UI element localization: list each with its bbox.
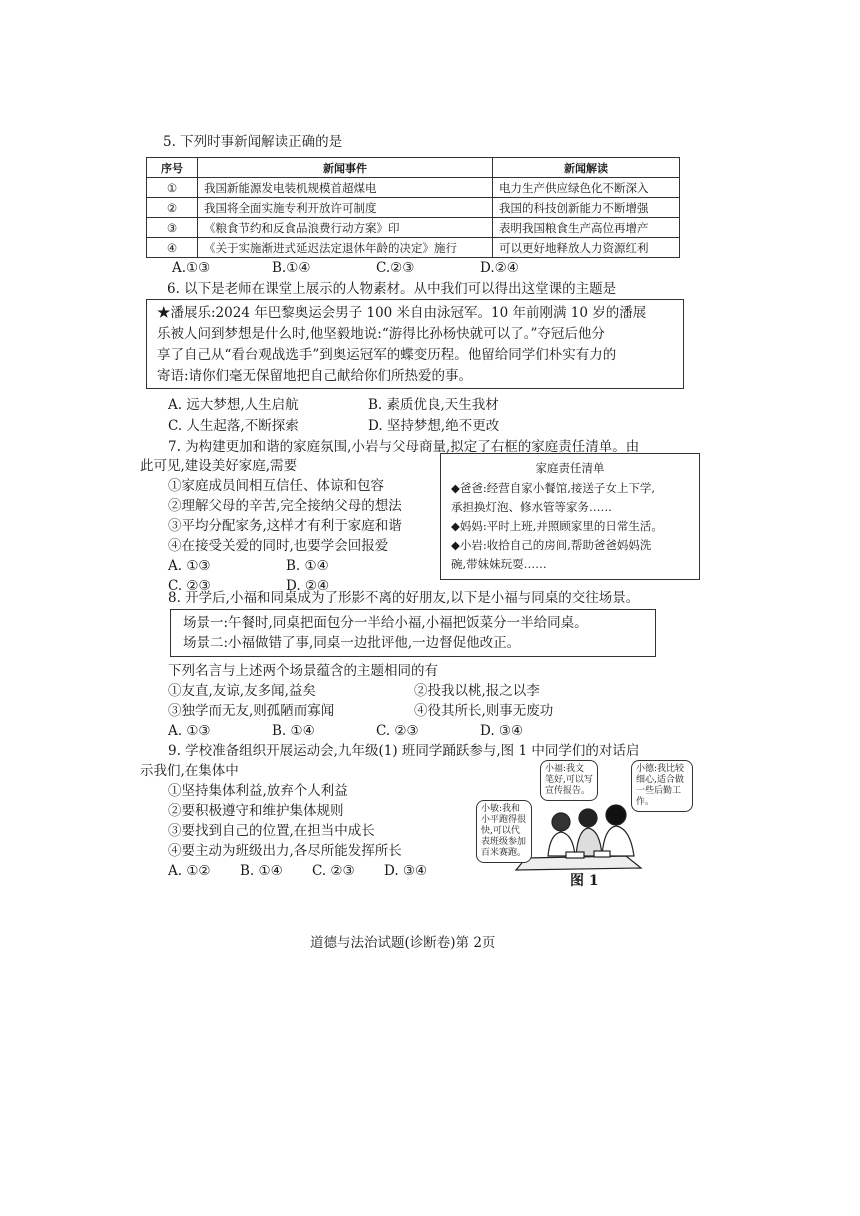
figure-1 [476,760,691,875]
q7-stem-line1: 7. 为构建更加和谐的家庭氛围,小岩与父母商量,拟定了右框的家庭责任清单。由 [168,439,640,455]
material-line: 寄语:请你们毫无保留地把自己献给你们所热爱的事。 [157,368,473,384]
q9-options [168,861,427,881]
row-no: ② [147,198,198,218]
scene-line: 场景一:午餐时,同桌把面包分一半给小福,小福把饭菜分一半给同桌。 [183,615,588,631]
option-c[interactable]: C. 人生起落,不断探索 [168,418,299,434]
option-b[interactable]: B. ①④ [272,723,315,739]
q9-stem-line1: 9. 学校准备组织开展运动会,九年级(1) 班同学踊跃参与,图 1 中同学们的对话启 [168,743,640,759]
q7-item: ①家庭成员间相互信任、体谅和包容 [168,478,384,494]
q8-item: ④役其所长,则事无废功 [414,703,554,719]
option-a[interactable]: A. ①③ [168,558,211,574]
q8-item: ①友直,友谅,友多闻,益矣 [168,683,316,699]
q9-item: ③要找到自己的位置,在担当中成长 [168,823,375,839]
option-b[interactable]: B. ①④ [286,558,329,574]
q7-stem-line2: 此可见,建设美好家庭,需要 [140,458,298,474]
row-no: ③ [147,218,198,238]
row-interp: 表明我国粮食生产高位再增产 [493,218,680,238]
q9-item: ①坚持集体利益,放弃个人利益 [168,783,348,799]
family-list-line: 承担换灯泡、修水管等家务…… [451,500,612,514]
material-line: 享了自己从“看台观战选手”到奥运冠军的蝶变历程。他留给同学们朴实有力的 [157,347,617,363]
row-no: ④ [147,238,198,258]
q9-item: ④要主动为班级出力,各尽所能发挥所长 [168,843,402,859]
option-c[interactable]: C. ②③ [312,863,355,879]
family-list-line: ◆妈妈:平时上班,并照顾家里的日常生活。 [451,519,663,533]
option-a[interactable]: A. ①② [168,863,211,879]
row-interp: 电力生产供应绿色化不断深入 [493,178,680,198]
row-event: 我国新能源发电装机规模首超煤电 [198,178,493,198]
scene-line: 场景二:小福做错了事,同桌一边批评他,一边督促他改正。 [183,635,521,651]
family-list-line: ◆小岩:收拾自己的房间,帮助爸爸妈妈洗 [451,538,652,552]
option-b[interactable]: B. ①④ [240,863,283,879]
col-header-no: 序号 [147,158,198,178]
bubble-xiaomin: 小敏:我和小平跑得很快,可以代表班级参加百米赛跑。 [476,800,532,863]
q7-item: ③平均分配家务,这样才有利于家庭和谐 [168,518,402,534]
material-line: 乐被人问到梦想是什么时,他坚毅地说:“游得比孙杨快就可以了。”夺冠后他分 [157,326,605,342]
figure-caption: 图 1 [570,873,599,889]
table-header-row [147,158,680,178]
row-event: 我国将全面实施专利开放许可制度 [198,198,493,218]
table-row [147,198,680,218]
row-interp: 可以更好地释放人力资源红利 [493,238,680,258]
col-header-event: 新闻事件 [198,158,493,178]
q8-item: ②投我以桃,报之以李 [414,683,540,699]
family-list-line: 碗,带妹妹玩耍…… [451,557,547,571]
option-c[interactable]: C.②③ [376,260,415,276]
page-footer: 道德与法治试题(诊断卷)第 2页 [310,935,496,951]
row-event: 《粮食节约和反食品浪费行动方案》印 [198,218,493,238]
news-table [146,157,680,258]
option-c[interactable]: C. ②③ [376,723,419,739]
table-row [147,178,680,198]
option-a[interactable]: A.①③ [172,260,211,276]
q9-item: ②要积极遵守和维护集体规则 [168,803,344,819]
family-list-title: 家庭责任清单 [535,461,605,475]
bubble-xiaode: 小德:我比较细心,适合做一些后勤工作。 [631,760,693,812]
option-a[interactable]: A. ①③ [168,723,211,739]
q8-options [168,721,523,741]
q7-item: ②理解父母的辛苦,完全接纳父母的想法 [168,498,402,514]
q8-stem: 8. 开学后,小福和同桌成为了形影不离的好朋友,以下是小福与同桌的交往场景。 [168,590,640,606]
q5-options [172,258,519,278]
q8-scene-box [170,609,656,657]
row-no: ① [147,178,198,198]
row-interp: 我国的科技创新能力不断增强 [493,198,680,218]
option-d[interactable]: D. ③④ [384,863,428,879]
option-d[interactable]: D. ③④ [480,723,524,739]
row-event: 《关于实施渐进式延迟法定退休年龄的决定》施行 [198,238,493,258]
q6-stem: 6. 以下是老师在课堂上展示的人物素材。从中我们可以得出这堂课的主题是 [167,281,617,297]
option-b[interactable]: B. 素质优良,天生我材 [368,397,499,413]
q8-item: ③独学而无友,则孤陋而寡闻 [168,703,335,719]
table-row [147,218,680,238]
q5-stem: 5. 下列时事新闻解读正确的是 [163,134,343,150]
material-line: ★潘展乐:2024 年巴黎奥运会男子 100 米自由泳冠军。10 年前刚满 10 岁的潘展 [157,305,647,321]
option-a[interactable]: A. 远大梦想,人生启航 [168,397,299,413]
option-d[interactable]: D. 坚持梦想,绝不更改 [368,418,500,434]
option-d[interactable]: D. ②④ [286,578,330,594]
option-c[interactable]: C. ②③ [168,578,211,594]
q7-item: ④在接受关爱的同时,也要学会回报爱 [168,538,389,554]
family-duty-list [440,453,700,580]
family-list-line: ◆爸爸:经营自家小餐馆,接送子女上下学, [451,481,656,495]
q6-material-box [146,299,684,389]
q8-sub-stem: 下列名言与上述两个场景蕴含的主题相同的有 [168,663,438,679]
table-row [147,238,680,258]
option-b[interactable]: B.①④ [272,260,311,276]
option-d[interactable]: D.②④ [480,260,519,276]
q9-stem-line2: 示我们,在集体中 [140,763,239,779]
bubble-xiaofu: 小福:我文笔好,可以写宣传报告。 [540,760,598,801]
col-header-interp: 新闻解读 [493,158,680,178]
